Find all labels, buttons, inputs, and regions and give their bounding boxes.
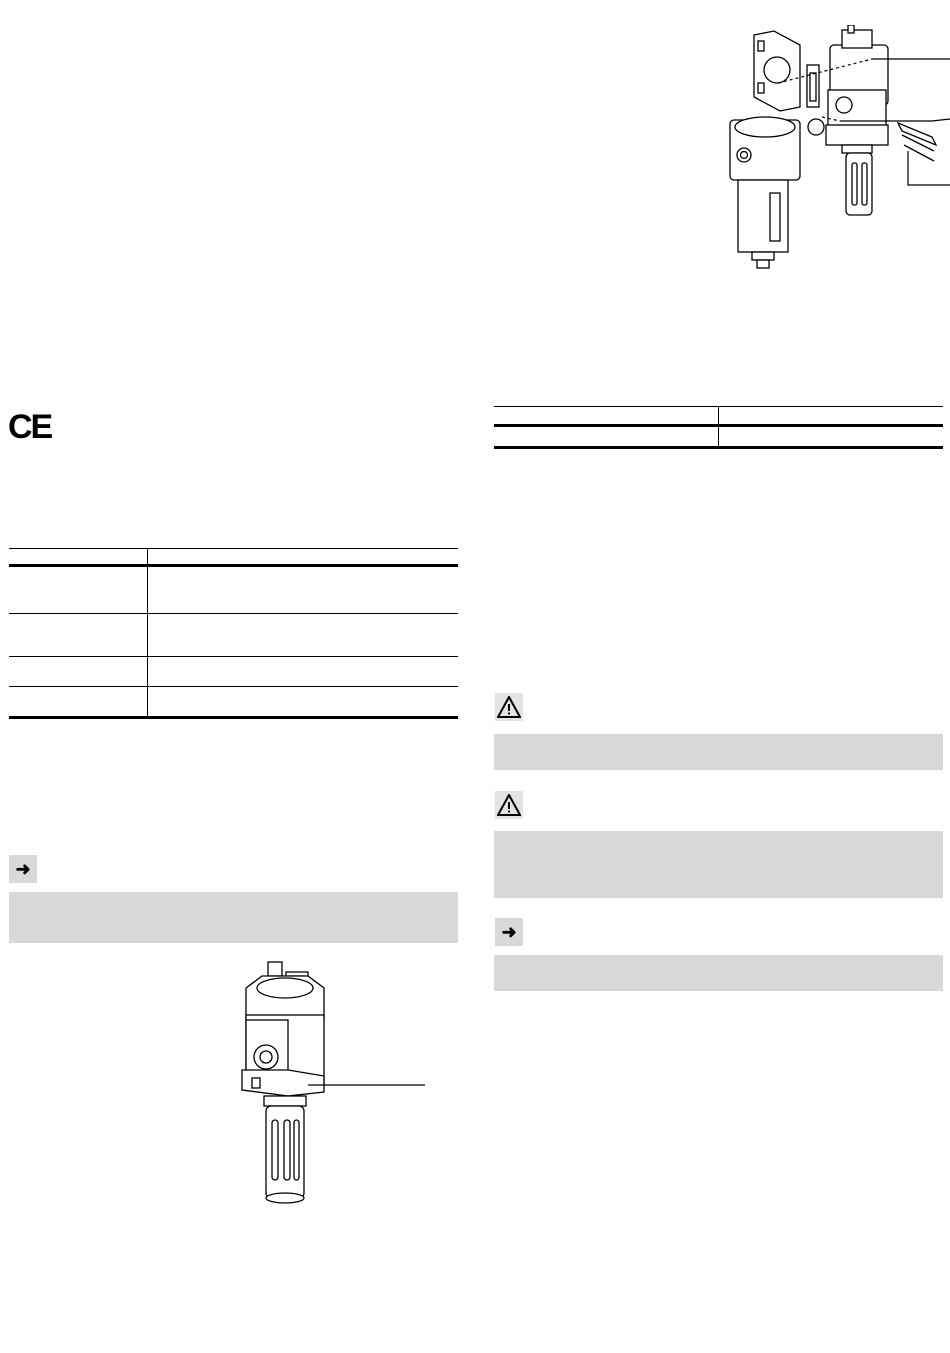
table-row-divider (9, 656, 458, 657)
arrow-right-icon: ➜ (495, 918, 523, 946)
valve-unit-illustration (238, 960, 433, 1210)
table-row-divider (9, 613, 458, 614)
table-column-divider (147, 548, 148, 719)
table-bottom-rule (9, 716, 458, 719)
exploded-assembly-illustration (722, 25, 950, 285)
note-box (9, 892, 458, 943)
warning-box (494, 734, 943, 770)
table-column-divider (718, 406, 719, 448)
note-box (494, 955, 943, 991)
table-header-bottom-rule (9, 564, 458, 567)
warning-box (494, 831, 943, 898)
ce-mark: CE (8, 408, 52, 446)
table-row-divider (9, 686, 458, 687)
warning-triangle-icon (495, 693, 523, 721)
warning-triangle-icon (495, 791, 523, 819)
arrow-right-icon: ➜ (9, 855, 37, 883)
table-header-rule (9, 548, 458, 549)
